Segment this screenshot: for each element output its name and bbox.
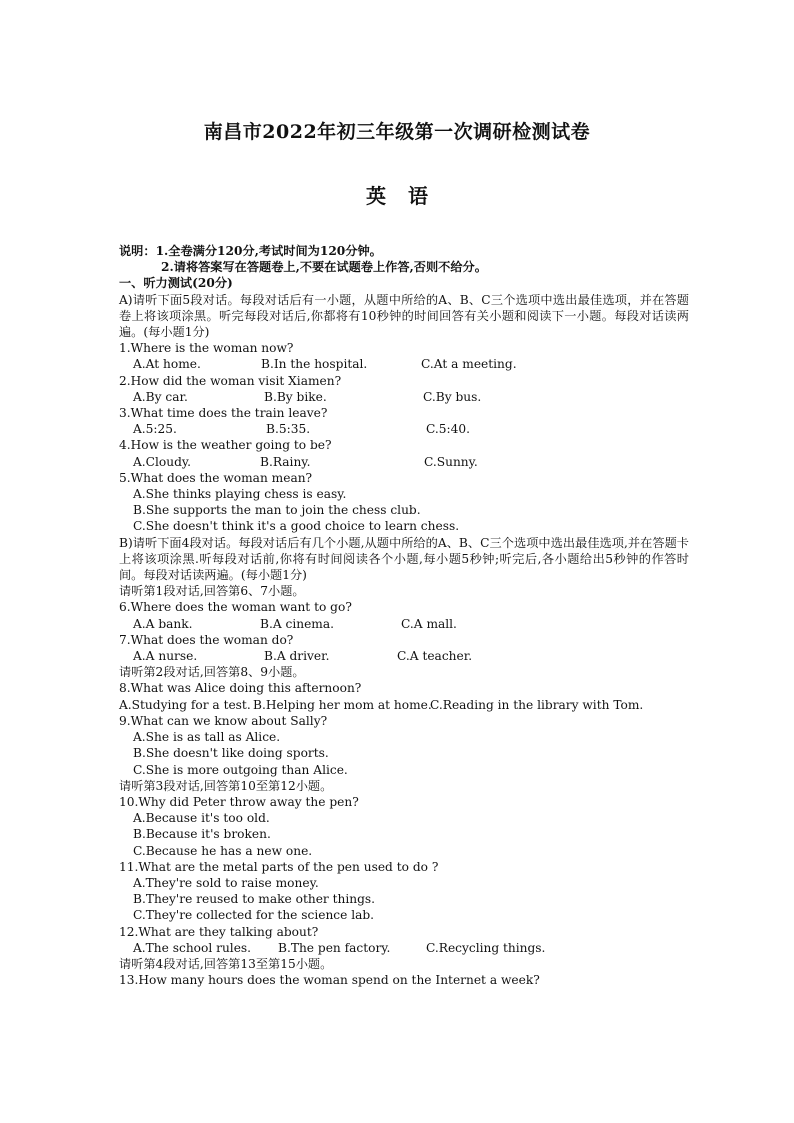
option-b: B.She doesn't like doing sports. — [133, 746, 329, 761]
option-a: A.The school rules. — [133, 940, 252, 955]
option-b: B.A cinema. — [260, 616, 334, 631]
option-b: B.Because it's broken. — [133, 827, 271, 842]
option-c: C.A mall. — [401, 616, 457, 631]
option-b: B.In the hospital. — [261, 357, 368, 372]
option-a: A.She is as tall as Alice. — [133, 730, 281, 745]
note-2: 2.请将答案写在答题卷上,不要在试题卷上作答,否则不给分。 — [161, 260, 487, 275]
question-8: 8.What was Alice doing this afternoon? — [119, 681, 362, 696]
question-12: 12.What are they talking about? — [119, 924, 319, 939]
question-12-options — [119, 940, 689, 956]
question-1-options — [119, 356, 689, 372]
question-7-options — [119, 648, 689, 664]
option-a: A.Because it's too old. — [133, 811, 270, 826]
option-a: A.A nurse. — [133, 649, 198, 664]
option-b: B.By bike. — [264, 389, 327, 404]
option-b: B.They're reused to make other things. — [133, 892, 376, 907]
question-9: 9.What can we know about Sally? — [119, 713, 328, 728]
question-10: 10.Why did Peter throw away the pen? — [119, 794, 359, 809]
question-13: 13.How many hours does the woman spend on the Internet a week? — [119, 973, 540, 988]
option-c: C.By bus. — [423, 389, 482, 404]
option-a: A.They're sold to raise money. — [133, 875, 319, 890]
section-a-instructions: A)请听下面5段对话。每段对话后有一小题，从题中所给的A、B、C三个选项中选出最佳选项，并在答题卷上将该项涂黑。听完每段对话后,你都将有10秒钟的时间回答有关小题和阅读下一小题。每段对话读两遍。(每小题1分) — [119, 292, 689, 340]
dialog-3-instruction: 请听第3段对话,回答第10至第12小题。 — [119, 778, 333, 793]
option-c: C.5:40. — [426, 422, 471, 437]
question-7: 7.What does the woman do? — [119, 632, 294, 647]
option-c: C.Because he has a new one. — [133, 843, 313, 858]
notes-label: 说明： — [119, 244, 156, 258]
option-b: B.A driver. — [264, 649, 330, 664]
section-b-instructions: B)请听下面4段对话。每段对话后有几个小题,从题中所给的A、B、C三个选项中选出最佳选项,并在答题卡上将该项涂黑.听每段对话前,你将有时间阅读各个小题,每小题5秒钟;听完后,各小题给出5秒钟的作答时间。每段对话读两遍。(每小题1分) — [119, 535, 689, 583]
option-c: C.Reading in the library with Tom. — [430, 697, 644, 712]
option-c: C.Recycling things. — [426, 940, 546, 955]
option-b: B.The pen factory. — [278, 940, 391, 955]
option-a: A.At home. — [133, 357, 201, 372]
question-6-options — [119, 616, 689, 632]
subject-title: 英语 — [366, 184, 450, 208]
option-c: C.She is more outgoing than Alice. — [133, 762, 348, 777]
page-title: 南昌市2022年初三年级第一次调研检测试卷 — [203, 121, 591, 143]
part1-heading: 一、听力测试(20分) — [119, 276, 233, 291]
dialog-1-instruction: 请听第1段对话,回答第6、7小题。 — [119, 584, 305, 599]
option-c: C.Sunny. — [424, 454, 478, 469]
question-1: 1.Where is the woman now? — [119, 341, 294, 356]
question-4: 4.How is the weather going to be? — [119, 438, 332, 453]
option-b: B.Helping her mom at home. — [253, 697, 432, 712]
question-4-options — [119, 454, 689, 470]
dialog-2-instruction: 请听第2段对话,回答第8、9小题。 — [119, 665, 305, 680]
question-6: 6.Where does the woman want to go? — [119, 600, 352, 615]
option-a: A.Studying for a test. — [119, 697, 251, 712]
question-2: 2.How did the woman visit Xiamen? — [119, 373, 342, 388]
option-a: A.Cloudy. — [133, 454, 192, 469]
option-b: B.Rainy. — [260, 454, 311, 469]
option-c: C.A teacher. — [397, 649, 473, 664]
option-a: A.5:25. — [133, 422, 177, 437]
question-11: 11.What are the metal parts of the pen used to do ? — [119, 859, 439, 874]
option-a: A.By car. — [133, 389, 188, 404]
note-1: 1.全卷满分120分,考试时间为120分钟。 — [155, 244, 382, 258]
dialog-4-instruction: 请听第4段对话,回答第13至第15小题。 — [119, 956, 333, 971]
option-a: A.A bank. — [133, 616, 193, 631]
option-c: C.She doesn't think it's a good choice to learn chess. — [133, 519, 460, 534]
question-5: 5.What does the woman mean? — [119, 470, 313, 485]
question-2-options — [119, 389, 689, 405]
option-b: B.She supports the man to join the chess club. — [133, 503, 421, 518]
option-a: A.She thinks playing chess is easy. — [133, 487, 347, 502]
question-8-options — [119, 697, 689, 713]
option-c: C.At a meeting. — [421, 357, 517, 372]
notes-line-1 — [119, 243, 689, 259]
question-3-options — [119, 421, 689, 437]
question-3: 3.What time does the train leave? — [119, 406, 328, 421]
option-c: C.They're collected for the science lab. — [133, 908, 375, 923]
exam-content — [119, 243, 689, 988]
option-b: B.5:35. — [266, 422, 311, 437]
